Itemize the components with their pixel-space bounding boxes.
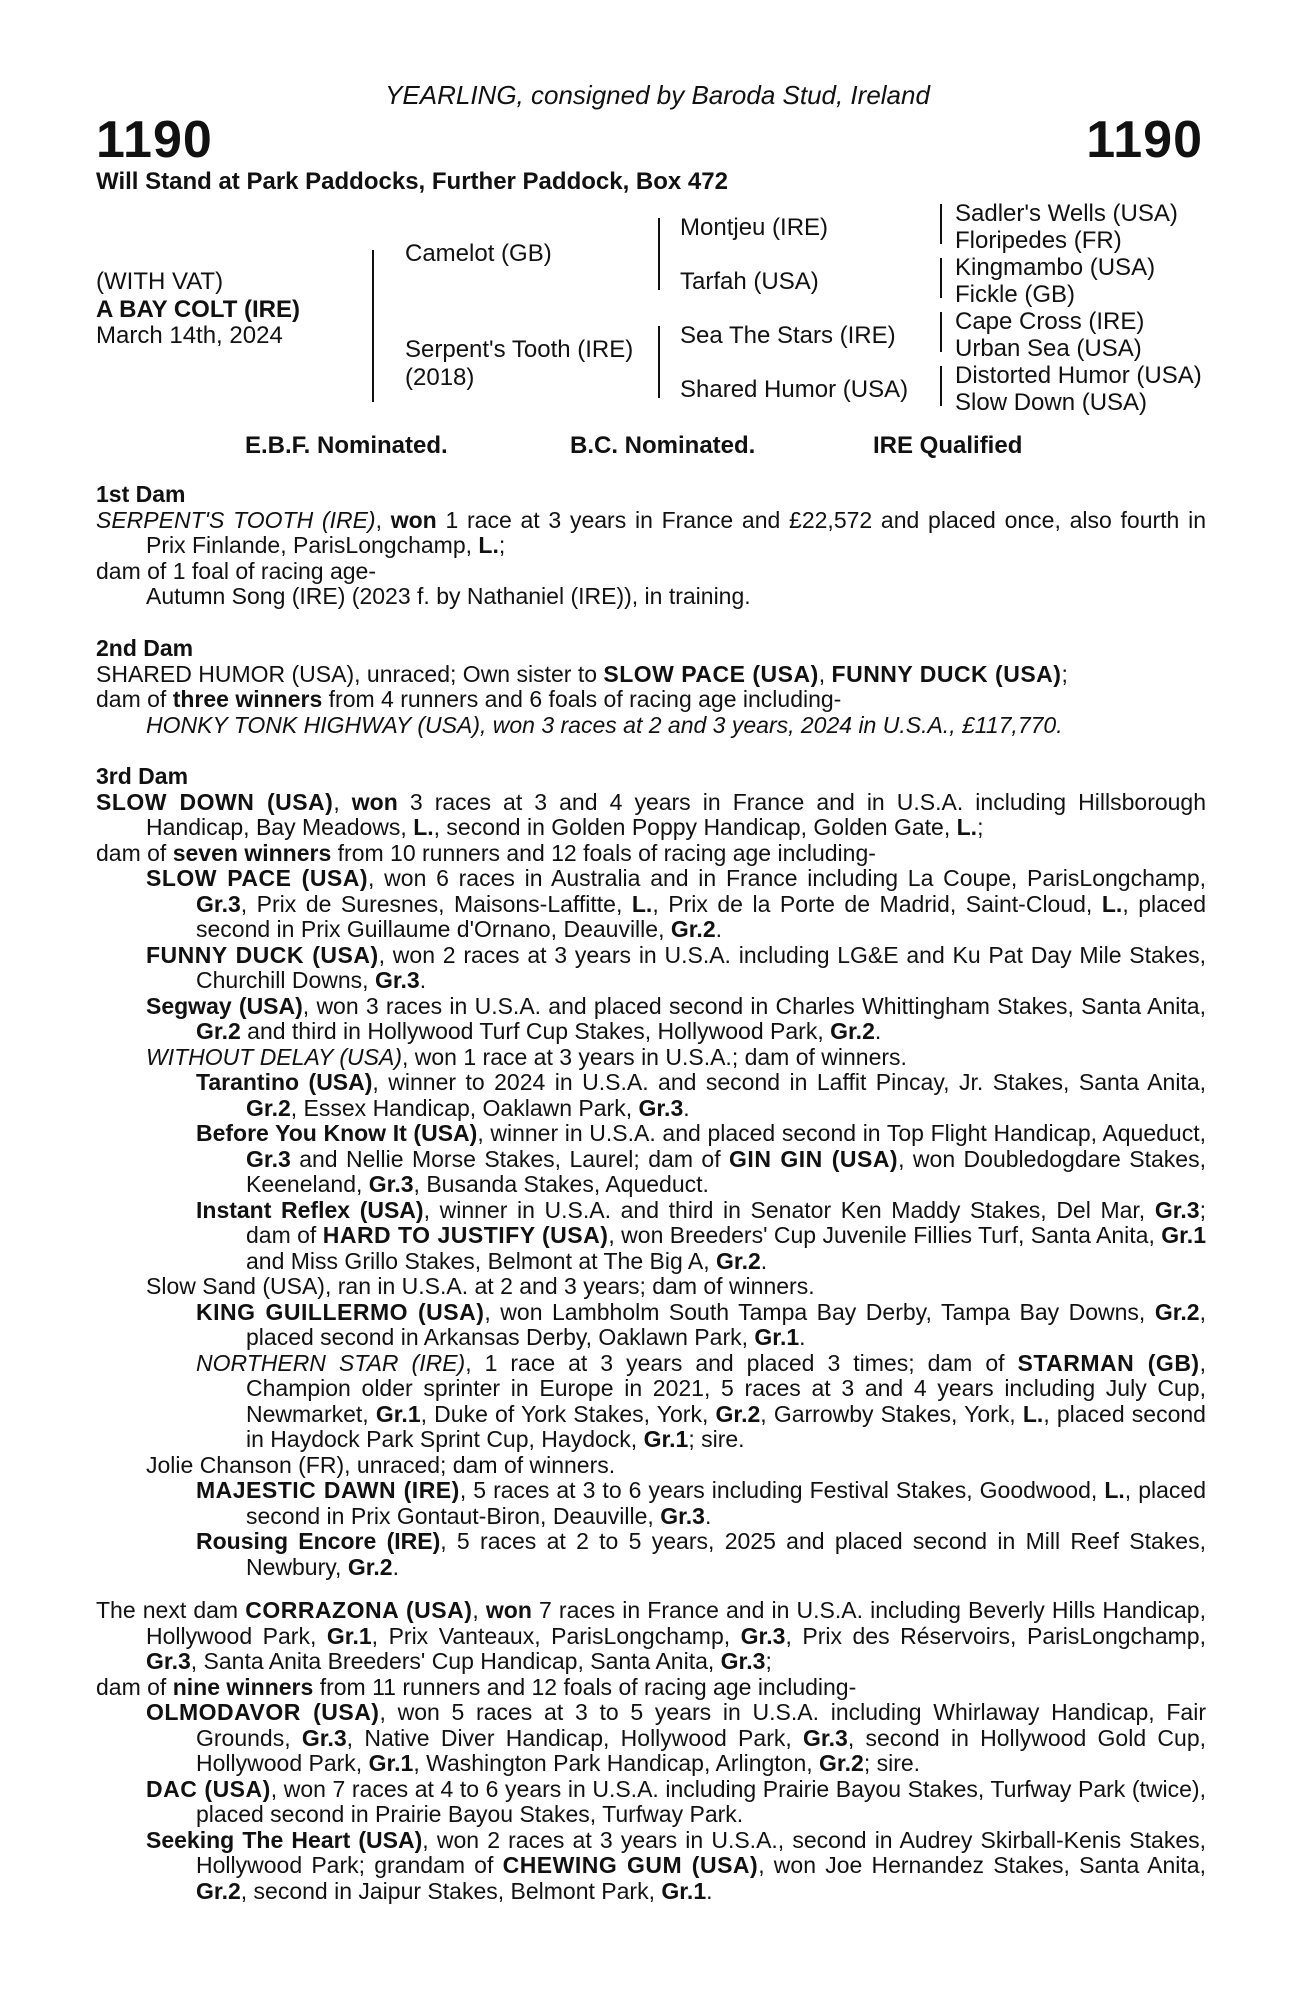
first-dam-produce-item: Autumn Song (IRE) (2023 f. by Nathaniel (IRE)), in training. <box>146 583 751 609</box>
produce-dac: DAC (USA), won 7 races at 4 to 6 years in U.S.A. including Prairie Bayou Stakes, Turfway Park (twice), placed second in Prairie Bayou Stakes, Turfway Park. <box>146 1775 1206 1827</box>
gp-4: Fickle (GB) <box>955 281 1075 308</box>
sire-dam: Tarfah (USA) <box>680 268 819 295</box>
brace-g1 <box>940 204 942 244</box>
produce-funny-duck: FUNNY DUCK (USA), won 2 races at 3 years in U.S.A. including LG&E and Ku Pat Day Mile Stakes, Churchill Downs, Gr.3. <box>146 941 1206 993</box>
produce-olmodavor: OLMODAVOR (USA), won 5 races at 3 to 5 years in U.S.A. including Whirlaway Handicap, Fair Grounds, Gr.3, Native Diver Handicap, Hollywood Park, Gr.3, second in Hollywood Gold Cup, Hollywood Park, Gr.1, Washington Park Handicap, Arlington, Gr.2; sire. <box>146 1699 1207 1776</box>
produce-seeking-the-heart: Seeking The Heart (USA), won 2 races at 3 years in U.S.A., second in Audrey Skirball-Kenis Stakes, Hollywood Park; grandam of CHEWING GUM (USA), won Joe Hernandez Stakes, Santa Anita, Gr.2, second in Jaipur Stakes, Belmont Park, Gr.1. <box>146 1826 1207 1904</box>
third-dam-heading: 3rd Dam <box>96 763 189 789</box>
sire-sire: Montjeu (IRE) <box>680 214 829 241</box>
first-dam-record: SERPENT'S TOOTH (IRE), won 1 race at 3 years in France and £22,572 and placed once, also fourth in Prix Finlande, ParisLongchamp, L.; <box>96 506 1206 558</box>
brace-dam <box>658 326 660 398</box>
brace-g3 <box>940 312 942 352</box>
brace-gen1 <box>372 250 374 402</box>
lot-number-right: 1190 <box>1086 111 1203 169</box>
produce-slow-pace: SLOW PACE (USA), won 6 races in Australia and in France including La Coupe, ParisLongchamp, Gr.3, Prix de Suresnes, Maisons-Laffitte, L., Prix de la Porte de Madrid, Saint-Cloud, L., placed second in Prix Guillaume d'Ornano, Deauville, Gr.2. <box>146 865 1207 942</box>
produce-majestic-dawn: MAJESTIC DAWN (IRE), 5 races at 3 to 6 years including Festival Stakes, Goodwood, L., placed second in Prix Gontaut-Biron, Deauville, Gr.3. <box>196 1477 1207 1529</box>
produce-king-guillermo: KING GUILLERMO (USA), won Lambholm South Tampa Bay Derby, Tampa Bay Downs, Gr.2, placed second in Arkansas Derby, Oaklawn Park, Gr.1. <box>196 1298 1206 1350</box>
produce-slow-sand: Slow Sand (USA), ran in U.S.A. at 2 and 3 years; dam of winners. <box>146 1273 815 1299</box>
produce-tarantino: Tarantino (USA), winner to 2024 in U.S.A. and second in Laffit Pincay, Jr. Stakes, Santa Anita, Gr.2, Essex Handicap, Oaklawn Park, Gr.3. <box>196 1069 1207 1121</box>
first-dam-section <box>96 482 1206 610</box>
stand-location: Will Stand at Park Paddocks, Further Paddock, Box 472 <box>96 168 728 195</box>
third-dam-section <box>96 764 1206 1580</box>
third-dam-produce-intro: dam of seven winners from 10 runners and 12 foals of racing age including- <box>96 839 876 866</box>
bc-nomination: B.C. Nominated. <box>570 432 756 459</box>
dam-year: (2018) <box>405 364 475 391</box>
sire: Camelot (GB) <box>405 240 552 267</box>
produce-before-you-know-it: Before You Know It (USA), winner in U.S.A. and placed second in Top Flight Handicap, Aqueduct, Gr.3 and Nellie Morse Stakes, Laurel; dam of GIN GIN (USA), won Doubledogdare Stakes, Keeneland, Gr.3, Busanda Stakes, Aqueduct. <box>196 1120 1206 1197</box>
first-dam-produce-intro: dam of 1 foal of racing age- <box>96 557 376 584</box>
next-dam-section <box>96 1598 1206 1904</box>
next-dam-record: The next dam CORRAZONA (USA), won 7 races in France and in U.S.A. including Beverly Hills Handicap, Hollywood Park, Gr.1, Prix Vanteaux, ParisLongchamp, Gr.3, Prix des Réservoirs, ParisLongchamp, Gr.3, Santa Anita Breeders' Cup Handicap, Santa Anita, Gr.3; <box>96 1597 1206 1674</box>
produce-rousing-encore: Rousing Encore (IRE), 5 races at 2 to 5 years, 2025 and placed second in Mill Reef Stakes, Newbury, Gr.2. <box>196 1528 1206 1580</box>
gp-8: Slow Down (USA) <box>955 389 1148 416</box>
second-dam-section <box>96 636 1206 738</box>
brace-sire <box>658 218 660 290</box>
next-dam-produce-intro: dam of nine winners from 11 runners and 12 foals of racing age including- <box>96 1673 857 1700</box>
second-dam-produce-intro: dam of three winners from 4 runners and 6 foals of racing age including- <box>96 686 842 712</box>
gp-5: Cape Cross (IRE) <box>955 308 1145 335</box>
gp-7: Distorted Humor (USA) <box>955 362 1202 389</box>
ebf-nomination: E.B.F. Nominated. <box>245 432 448 459</box>
brace-g4 <box>940 366 942 406</box>
lot-number-left: 1190 <box>96 111 213 169</box>
gp-3: Kingmambo (USA) <box>955 254 1156 281</box>
gp-6: Urban Sea (USA) <box>955 335 1142 362</box>
gp-2: Floripedes (FR) <box>955 227 1122 254</box>
dam-dam: Shared Humor (USA) <box>680 376 909 403</box>
brace-g2 <box>940 258 942 298</box>
second-dam-produce-item: HONKY TONK HIGHWAY (USA), won 3 races at 2 and 3 years, 2024 in U.S.A., £117,770. <box>146 711 1063 738</box>
produce-without-delay: WITHOUT DELAY (USA), won 1 race at 3 years in U.S.A.; dam of winners. <box>146 1043 907 1070</box>
produce-segway: Segway (USA), won 3 races in U.S.A. and placed second in Charles Whittingham Stakes, Santa Anita, Gr.2 and third in Hollywood Turf Cup Stakes, Hollywood Park, Gr.2. <box>146 992 1206 1044</box>
consignment-subtitle: YEARLING, consigned by Baroda Stud, Ireland <box>385 80 930 110</box>
third-dam-record: SLOW DOWN (USA), won 3 races at 3 and 4 years in France and in U.S.A. including Hillsborough Handicap, Bay Meadows, L., second in Golden Poppy Handicap, Golden Gate, L.; <box>96 788 1207 840</box>
second-dam-record: SHARED HUMOR (USA), unraced; Own sister to SLOW PACE (USA), FUNNY DUCK (USA); <box>96 660 1068 687</box>
produce-northern-star: NORTHERN STAR (IRE), 1 race at 3 years and placed 3 times; dam of STARMAN (GB), Champion older sprinter in Europe in 2021, 5 races at 3 and 4 years including July Cup, Newmarket, Gr.1, Duke of York Stakes, York, Gr.2, Garrowby Stakes, York, L., placed second in Haydock Park Sprint Cup, Haydock, Gr.1; sire. <box>196 1349 1206 1452</box>
second-dam-heading: 2nd Dam <box>96 635 194 661</box>
vat-note: (WITH VAT) <box>96 268 224 295</box>
horse-name: A BAY COLT (IRE) <box>96 296 301 323</box>
dam-sire: Sea The Stars (IRE) <box>680 322 896 349</box>
first-dam-heading: 1st Dam <box>96 481 186 507</box>
produce-jolie-chanson: Jolie Chanson (FR), unraced; dam of winners. <box>146 1451 616 1478</box>
gp-1: Sadler's Wells (USA) <box>955 200 1178 227</box>
foaling-date: March 14th, 2024 <box>96 322 283 349</box>
produce-instant-reflex: Instant Reflex (USA), winner in U.S.A. and third in Senator Ken Maddy Stakes, Del Mar, Gr.3; dam of HARD TO JUSTIFY (USA), won Breeders' Cup Juvenile Fillies Turf, Santa Anita, Gr.1 and Miss Grillo Stakes, Belmont at The Big A, Gr.2. <box>196 1196 1206 1274</box>
ire-qualification: IRE Qualified <box>873 432 1023 459</box>
dam: Serpent's Tooth (IRE) <box>405 336 634 363</box>
